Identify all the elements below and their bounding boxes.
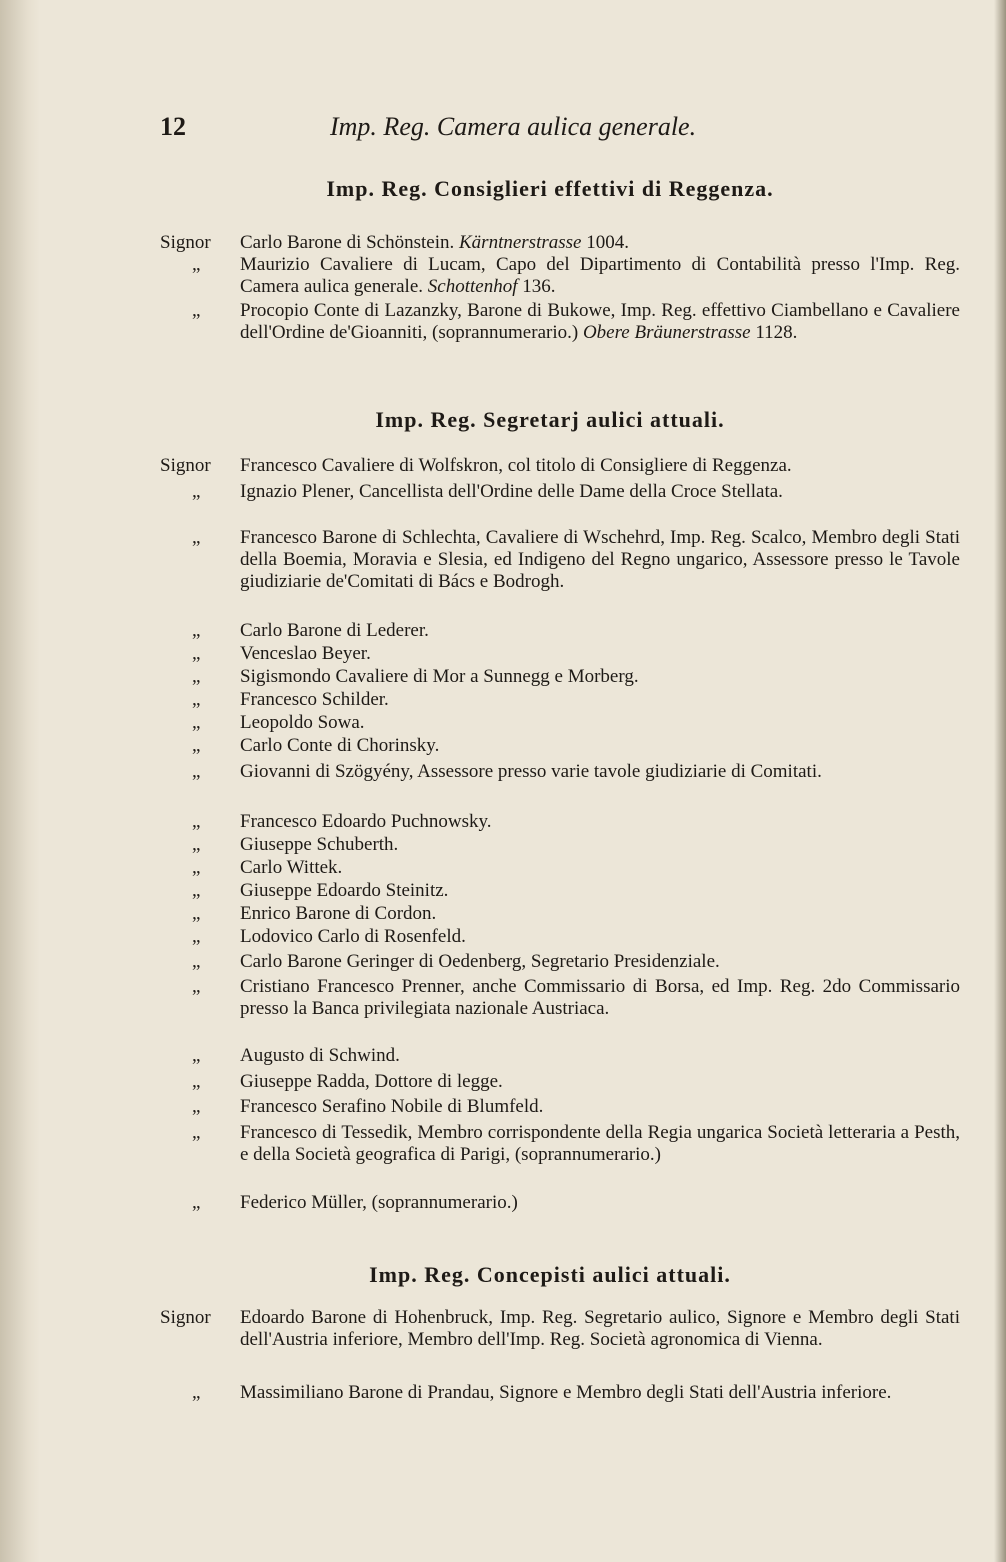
page-edge-shadow [994,0,1006,1562]
ditto-mark: „ [192,300,201,321]
ditto-mark: „ [192,976,201,997]
list-item [160,643,960,665]
ditto-mark: „ [192,689,201,710]
list-item [160,1382,960,1404]
list-item [160,254,960,298]
entry-text: Carlo Barone di Schönstein. [240,232,455,253]
running-head [160,112,960,152]
section-heading-consiglieri: Imp. Reg. Consiglieri effettivi di Reggenza. [326,176,774,201]
list-item [160,1096,960,1118]
list-item [160,735,960,757]
entry-text: Francesco Cavaliere di Wolfskron, col titolo di Consigliere di Reggenza. [240,455,792,476]
ditto-mark: „ [192,1045,201,1066]
list-item [160,903,960,925]
entry-text: Leopoldo Sowa. [240,712,365,733]
ditto-mark: „ [192,527,201,548]
entry-address: Obere Bräunerstrasse [582,322,751,343]
list-item [160,1071,960,1093]
entry-text: Massimiliano Barone di Prandau, Signore e Membro degli Stati dell'Austria inferiore. [240,1382,892,1403]
entry-address-number: 136. [522,276,556,297]
ditto-mark: „ [192,643,201,664]
ditto-mark: „ [192,1122,201,1143]
list-item [160,1122,960,1166]
entry-text: Giovanni di Szögyény, Assessore presso varie tavole giudiziarie di Comitati. [240,761,822,782]
entry-text: Francesco Edoardo Puchnowsky. [240,811,492,832]
entry-text: Giuseppe Schuberth. [240,834,399,855]
entry-text: Carlo Wittek. [240,857,343,878]
ditto-mark: „ [192,712,201,733]
entry-text: Francesco Serafino Nobile di Blumfeld. [240,1096,544,1117]
ditto-mark: „ [192,735,201,756]
entry-address-number: 1004. [586,232,629,253]
ditto-mark: „ [192,926,201,947]
entry-text: Carlo Barone Geringer di Oedenberg, Segretario Presidenziale. [240,951,720,972]
ditto-mark: „ [192,761,201,782]
ditto-mark: „ [192,880,201,901]
ditto-mark: „ [192,903,201,924]
entry-text: Federico Müller, (soprannumerario.) [240,1192,518,1213]
entry-text: Augusto di Schwind. [240,1045,400,1066]
entry-text: Ignazio Plener, Cancellista dell'Ordine delle Dame della Croce Stellata. [240,481,783,502]
list-item [160,976,960,1020]
entry-text: Procopio Conte di Lazanzky, Barone di Bukowe, Imp. Reg. effettivo Ciambellano e Cavaliere dell'Ordine de'Gioanniti, (soprannumerario.) [240,300,960,343]
ditto-mark: „ [192,481,201,502]
entry-text: Francesco Schilder. [240,689,389,710]
list-item [160,926,960,948]
ditto-mark: „ [192,834,201,855]
ditto-mark: „ [192,811,201,832]
list-item [160,232,960,254]
entry-address: Schottenhof [427,276,518,297]
list-item [160,834,960,856]
list-item [160,951,960,973]
entry-text: Maurizio Cavaliere di Lucam, Capo del Dipartimento di Contabilità presso l'Imp. Reg. Camera aulica generale. [240,254,960,297]
ditto-mark: „ [192,1382,201,1403]
entry-text: Lodovico Carlo di Rosenfeld. [240,926,466,947]
entry-prefix: Signor [160,455,211,476]
entry-address-number: 1128. [755,322,798,343]
ditto-mark: „ [192,951,201,972]
entry-text: Giuseppe Radda, Dottore di legge. [240,1071,503,1092]
entry-text: Cristiano Francesco Prenner, anche Commissario di Borsa, ed Imp. Reg. 2do Commissario presso la Banca privilegiata nazionale Austriaca. [240,976,960,1019]
ditto-mark: „ [192,1071,201,1092]
list-item [160,1307,960,1351]
entry-text: Francesco di Tessedik, Membro corrispondente della Regia ungarica Società letteraria a Pesth, e della Società geografica di Parigi, (soprannumerario.) [240,1122,960,1165]
entry-text: Enrico Barone di Cordon. [240,903,437,924]
entry-address: Kärntnerstrasse [459,232,582,253]
entry-text: Giuseppe Edoardo Steinitz. [240,880,449,901]
ditto-mark: „ [192,620,201,641]
ditto-mark: „ [192,254,201,275]
running-title: Imp. Reg. Camera aulica generale. [330,112,697,141]
list-item [160,527,960,593]
list-item [160,666,960,688]
ditto-mark: „ [192,1192,201,1213]
entry-prefix: Signor [160,1307,211,1328]
book-spine-shadow [0,0,40,1562]
list-item [160,880,960,902]
list-item [160,712,960,734]
list-item [160,300,960,344]
entry-prefix: Signor [160,232,211,253]
entry-text: Venceslao Beyer. [240,643,371,664]
list-item [160,857,960,879]
list-item [160,455,960,477]
entry-text: Carlo Barone di Lederer. [240,620,429,641]
ditto-mark: „ [192,666,201,687]
list-item [160,761,960,783]
list-item [160,689,960,711]
list-item [160,481,960,503]
ditto-mark: „ [192,1096,201,1117]
list-item [160,1192,960,1214]
list-item [160,811,960,833]
list-item [160,620,960,642]
entry-text: Sigismondo Cavaliere di Mor a Sunnegg e Morberg. [240,666,639,687]
page-number: 12 [160,112,186,141]
entry-text: Edoardo Barone di Hohenbruck, Imp. Reg. Segretario aulico, Signore e Membro degli Stati dell'Austria inferiore, Membro dell'Imp. Reg. Società agronomica di Vienna. [240,1307,960,1350]
section-heading-segretarj: Imp. Reg. Segretarj aulici attuali. [375,407,725,432]
list-item [160,1045,960,1067]
ditto-mark: „ [192,857,201,878]
section-heading-concepisti: Imp. Reg. Concepisti aulici attuali. [369,1262,731,1287]
entry-text: Carlo Conte di Chorinsky. [240,735,440,756]
entry-text: Francesco Barone di Schlechta, Cavaliere di Wschehrd, Imp. Reg. Scalco, Membro degli Stati della Boemia, Moravia e Slesia, ed Indigeno del Regno ungarico, Assessore presso le Tavole giudiziarie de'Comitati di Bács e Bodrogh. [240,527,960,592]
